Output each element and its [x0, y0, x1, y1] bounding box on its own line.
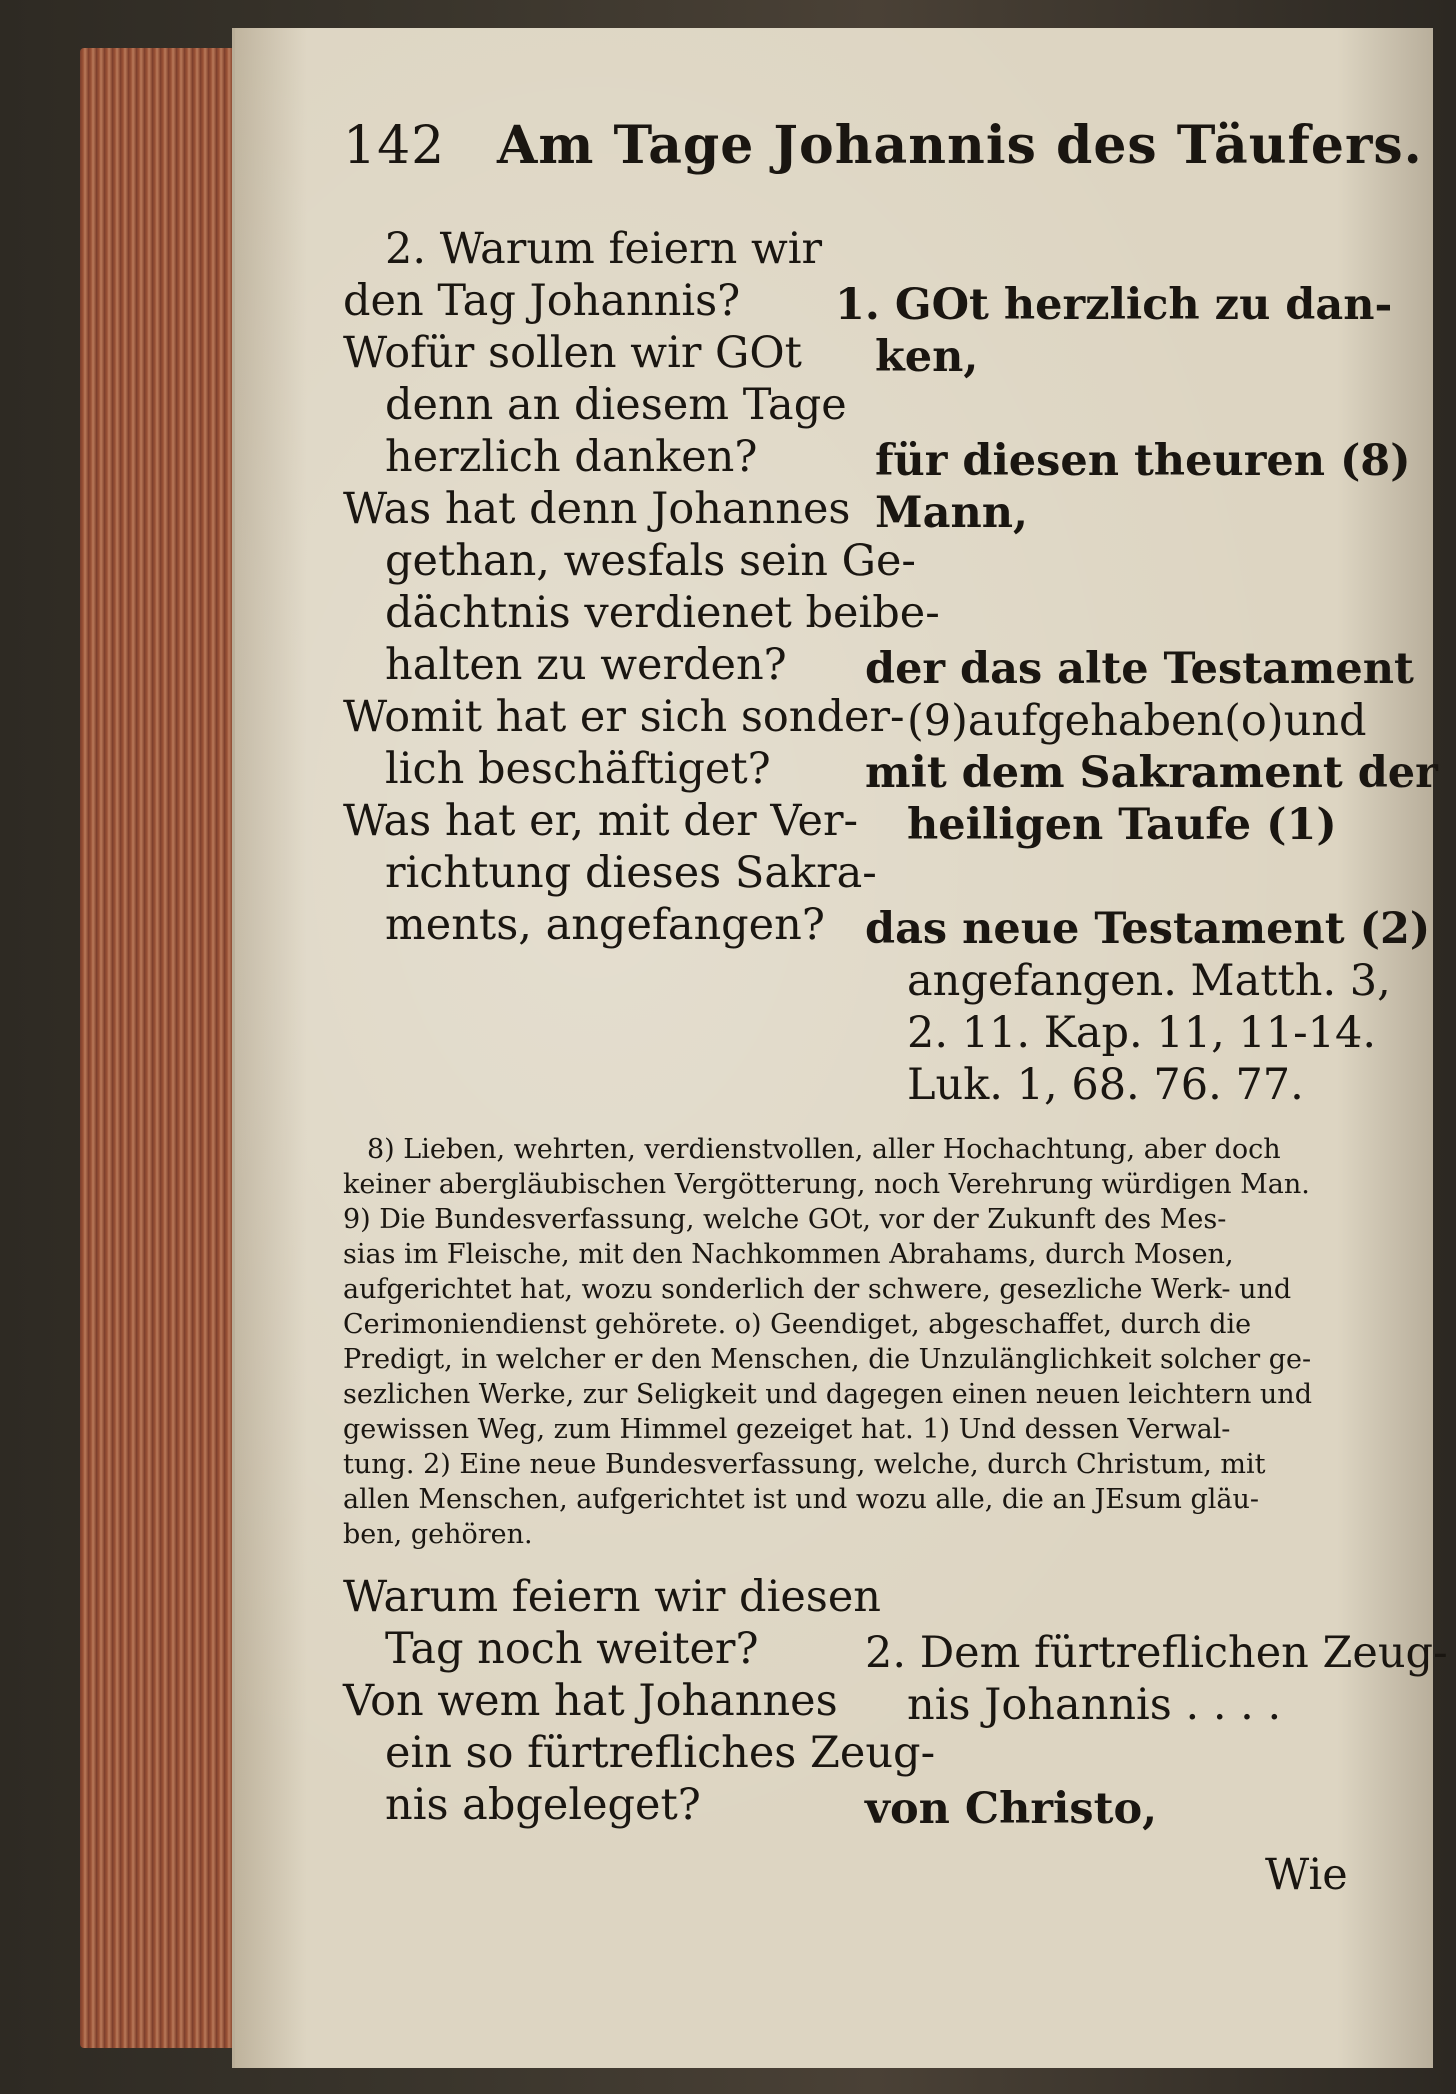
question-line: den Tag Johannis? — [343, 276, 741, 326]
question-line: halten zu werden? — [385, 640, 787, 690]
answer-line: 2. 11. Kap. 11, 11-14. — [907, 1008, 1377, 1058]
answer-line: der das alte Testament — [865, 644, 1414, 694]
footnote-line: sias im Fleische, mit den Nachkommen Abrahams, durch Mosen, — [343, 1239, 1234, 1270]
question-line: Wofür sollen wir GOt — [343, 328, 802, 378]
answer-line: für diesen theuren (8) — [875, 436, 1411, 486]
footnote-line: ben, gehören. — [343, 1519, 533, 1550]
question-line: Tag noch weiter? — [385, 1624, 759, 1674]
answer-line: 1. GOt herzlich zu dan- — [835, 280, 1393, 330]
question-line: 2. Warum feiern wir — [385, 224, 823, 274]
footnote-line: sezlichen Werke, zur Seligkeit und dagegen einen neuen leichtern und — [343, 1379, 1312, 1410]
answer-line: angefangen. Matth. 3, — [907, 956, 1391, 1006]
question-line: denn an diesem Tage — [385, 380, 847, 430]
answer-line: (9)aufgehaben(o)und — [907, 696, 1367, 746]
footnote-line: keiner abergläubischen Vergötterung, noch Verehrung würdigen Man. — [343, 1169, 1310, 1200]
question-line: Warum feiern wir diesen — [343, 1572, 881, 1622]
footnote-line: Predigt, in welcher er den Menschen, die Unzulänglichkeit solcher ge- — [343, 1344, 1312, 1375]
footnote-line: allen Menschen, aufgerichtet ist und wozu alle, die an JEsum gläu- — [343, 1484, 1259, 1515]
question-line: richtung dieses Sakra- — [385, 848, 877, 898]
question-line: lich beschäftiget? — [385, 744, 771, 794]
footnote-line: aufgerichtet hat, wozu sonderlich der schwere, gesezliche Werk- und — [343, 1274, 1292, 1305]
page-edges — [80, 48, 240, 2048]
question-line: ein so fürtrefliches Zeug- — [385, 1728, 936, 1778]
question-line: dächtnis verdienet beibe- — [385, 588, 940, 638]
answer-line: nis Johannis . . . . — [907, 1680, 1282, 1730]
answer-line: heiligen Taufe (1) — [907, 800, 1337, 850]
question-line: nis abgeleget? — [385, 1780, 701, 1830]
answer-line: Luk. 1, 68. 76. 77. — [907, 1060, 1304, 1110]
question-line: Womit hat er sich sonder- — [343, 692, 905, 742]
running-title: Am Tage Johannis des Täufers. — [497, 115, 1423, 176]
question-line: gethan, wesfals sein Ge- — [385, 536, 916, 586]
answer-line: von Christo, — [865, 1784, 1158, 1834]
question-line: Von wem hat Johannes — [343, 1676, 838, 1726]
answer-line: Mann, — [875, 488, 1028, 538]
footnote-line: 9) Die Bundesverfassung, welche GOt, vor der Zukunft des Mes- — [343, 1204, 1227, 1235]
footnote-line: Cerimoniendienst gehörete. o) Geendiget, abgeschaffet, durch die — [343, 1309, 1252, 1340]
question-line: ments, angefangen? — [385, 900, 825, 950]
book-page — [232, 28, 1448, 2068]
catchword: Wie — [1265, 1850, 1348, 1900]
question-line: herzlich danken? — [385, 432, 758, 482]
answer-line: das neue Testament (2) — [865, 904, 1431, 954]
question-line: Was hat denn Johannes — [343, 484, 851, 534]
footnote-line: gewissen Weg, zum Himmel gezeiget hat. 1) Und dessen Verwal- — [343, 1414, 1231, 1445]
footnote-line: 8) Lieben, wehrten, verdienstvollen, aller Hochachtung, aber doch — [367, 1134, 1281, 1165]
answer-line: mit dem Sakrament der — [865, 748, 1438, 798]
question-line: Was hat er, mit der Ver- — [343, 796, 859, 846]
page-number: 142 — [343, 116, 446, 176]
answer-line: 2. Dem fürtreflichen Zeug- — [865, 1628, 1448, 1678]
footnote-line: tung. 2) Eine neue Bundesverfassung, welche, durch Christum, mit — [343, 1449, 1266, 1480]
answer-line: ken, — [875, 332, 979, 382]
